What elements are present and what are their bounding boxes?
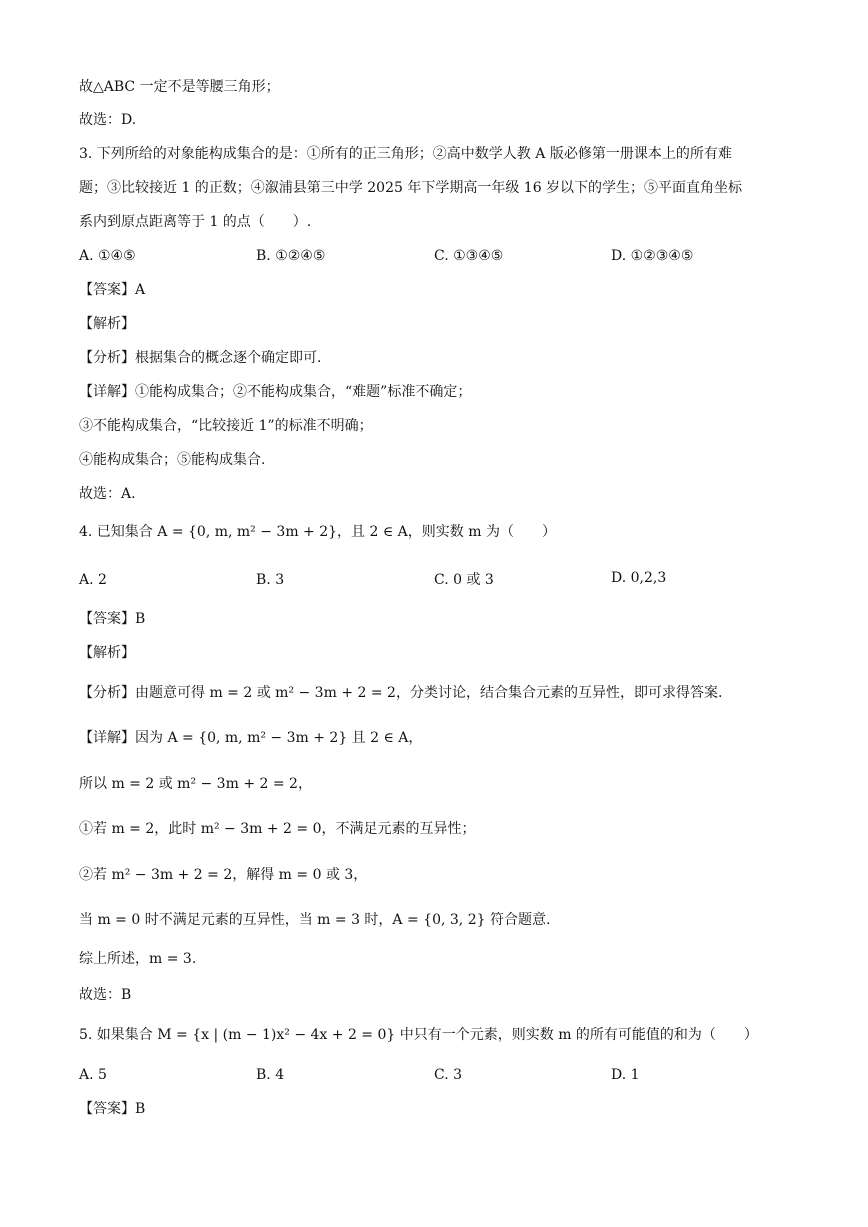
detail-text: 【详解】因为 A = {0, m, m² − 3m + 2} 且 2 ∈ A， (79, 730, 423, 746)
answer-label: 【答案】A (79, 282, 146, 298)
detail-text: 当 m = 0 时不满足元素的互异性，当 m = 3 时，A = {0, 3, 2} 符合题意. (79, 912, 551, 928)
question-3-stem: 3. 下列所给的对象能构成集合的是：①所有的正三角形；②高中数学人教 A 版必修第一册课本上的所有难 (79, 146, 732, 162)
question-4-stem: 4. 已知集合 A = {0, m, m² − 3m + 2}，且 2 ∈ A，则实数 m 为（ ） (79, 524, 556, 540)
detail-text: 综上所述，m = 3. (79, 951, 197, 967)
q3-option-c: C. ①③④⑤ (434, 248, 504, 264)
detail-text: 所以 m = 2 或 m² − 3m + 2 = 2， (79, 776, 312, 792)
question-3-stem: 系内到原点距离等于 1 的点（ ）. (79, 214, 312, 230)
answer-label: 【答案】B (79, 1101, 146, 1117)
choice-line: 故选：B (79, 987, 132, 1003)
text-line: 故△ABC 一定不是等腰三角形； (79, 79, 280, 95)
analysis-label: 【解析】 (79, 645, 135, 661)
q4-option-a: A. 2 (79, 572, 107, 588)
q4-option-d: D. 0,2,3 (611, 570, 667, 586)
q3-option-a: A. ①④⑤ (79, 248, 136, 264)
detail-text: ③不能构成集合，“比较接近 1”的标准不明确； (79, 418, 373, 434)
detail-text: 【详解】①能构成集合；②不能构成集合，“难题”标准不确定； (79, 384, 472, 400)
q5-option-a: A. 5 (79, 1067, 107, 1083)
q5-option-b: B. 4 (256, 1067, 285, 1083)
q5-option-c: C. 3 (434, 1067, 463, 1083)
analysis-label: 【解析】 (79, 316, 135, 332)
q4-option-b: B. 3 (256, 572, 285, 588)
question-5-stem: 5. 如果集合 M = {x | (m − 1)x² − 4x + 2 = 0} 中只有一个元素，则实数 m 的所有可能值的和为（ ） (79, 1027, 758, 1043)
text-line: 故选：D. (79, 112, 137, 128)
q5-option-d: D. 1 (611, 1067, 640, 1083)
analysis-text: 【分析】由题意可得 m = 2 或 m² − 3m + 2 = 2，分类讨论，结合集合元素的互异性，即可求得答案. (79, 685, 723, 701)
q3-option-b: B. ①②④⑤ (256, 248, 326, 264)
answer-label: 【答案】B (79, 611, 146, 627)
choice-line: 故选：A. (79, 486, 136, 502)
question-3-stem: 题；③比较接近 1 的正数；④溆浦县第三中学 2025 年下学期高一年级 16 岁以下的学生；⑤平面直角坐标 (79, 180, 743, 196)
detail-text: ①若 m = 2，此时 m² − 3m + 2 = 0，不满足元素的互异性； (79, 821, 476, 837)
detail-text: ②若 m² − 3m + 2 = 2，解得 m = 0 或 3， (79, 867, 368, 883)
detail-text: ④能构成集合；⑤能构成集合. (79, 452, 266, 468)
q3-option-d: D. ①②③④⑤ (611, 248, 694, 264)
q4-option-c: C. 0 或 3 (434, 572, 494, 588)
analysis-text: 【分析】根据集合的概念逐个确定即可. (79, 350, 322, 366)
